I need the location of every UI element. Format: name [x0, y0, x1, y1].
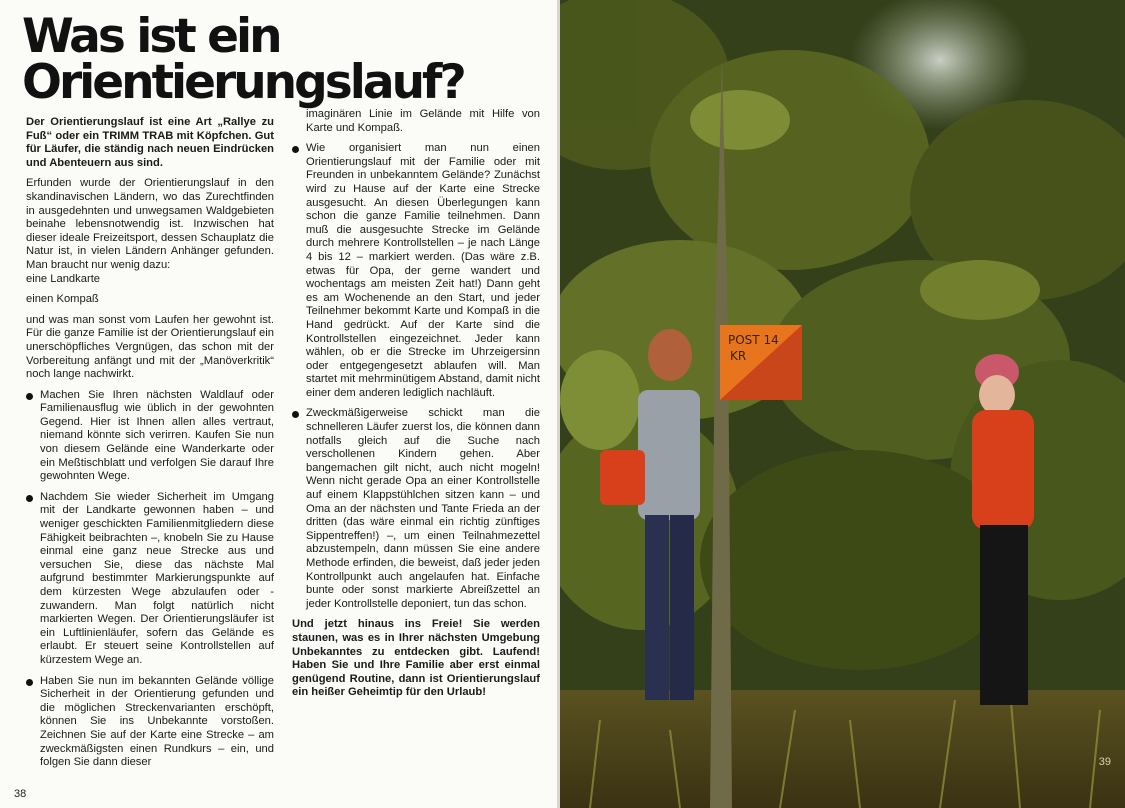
bullet-text: Machen Sie Ihren nächsten Waldlauf oder Familienausflug wie üblich in der gewohnten Gegend. Hier ist Ihnen allen alles vertraut, niemand könnte sich verirren. Kaufen Sie nun von diesem Gelände eine Wanderkarte oder ein Meßtischblatt und verfolgen Sie darauf Ihre gewohnten Wege. — [40, 388, 274, 483]
equipment-item-map: eine Landkarte — [26, 272, 101, 285]
closing-paragraph: Und jetzt hinaus ins Freie! Sie werden staunen, was es in Ihrer nächsten Umgebung Unbekanntes zu entdecken gibt. Laufend! Haben Sie und Ihre Familie aber erst einmal genügend Routine, dann ist Orientierungslauf ein heißer Geheimtip für den Urlaub! — [292, 618, 540, 699]
bullet-item — [26, 675, 274, 770]
lead-paragraph: Der Orientierungslauf ist eine Art „Rallye zu Fuß“ oder ein TRIMM TRAB mit Köpfchen. Gut für Läufer, die ständig nach neuen Eindrücken und Abenteuern aus sind. — [26, 116, 274, 169]
bullet-text: Zweckmäßigerweise schickt man die schnelleren Läufer zuerst los, die können dann notfalls gleich auf die Suche nach verschollenen Kindern gehen. Aber bangemachen gilt nicht, auch nicht mogeln! Wenn nicht gerade Opa an einer Kontrollstelle auf einem Klappstühlchen sitzen kann – und Oma an der nächsten und Tante Frieda an der dritten (das wäre einmal ein richtig zünftiges Sippentreffen!) –, um einen Teilnahmezettel abzustempeln, dann müssen Sie eine andere Methode erfinden, die beweist, daß jeder jeden Kontrollpunkt auch angelaufen hat. Einfache bunte oder sonst markierte Abreißzettel an jeder Kontrollstelle deponiert, tun das schon. — [306, 407, 540, 610]
dark-trousers — [980, 525, 1028, 705]
face — [979, 375, 1015, 415]
equipment-item-compass: einen Kompaß — [26, 293, 99, 306]
bullet-item — [26, 491, 274, 668]
title-line-1: Was ist ein — [22, 9, 280, 64]
page-title — [22, 9, 542, 110]
control-flag — [720, 325, 802, 400]
paragraph-intro: Erfunden wurde der Orientierungslauf in den skandinavischen Ländern, wo das Zurechtfinden in ausgedehnten und unwegsamen Waldgebieten beinahe lebensnotwendig ist. Inzwischen hat dieser ideale Freizeitsport, dessen Schauplatz die Natur ist, in vielen Ländern Anhänger gefunden. Man braucht nur wenig dazu: — [26, 177, 274, 271]
orienteering-photo — [560, 0, 1125, 808]
bullet-item — [292, 407, 540, 611]
paragraph-family: und was man sonst vom Laufen her gewohnt ist. Für die ganze Familie ist der Orientierungslauf ein unerschöpfliches Vergnügen, das schon mit der Vorbereitung anfängt und mit der „Manöverkritik“ noch lange nachwirkt. — [26, 313, 274, 381]
bullet-dot — [26, 679, 33, 686]
text-column-2 — [292, 108, 540, 707]
bullet-text: Nachdem Sie wieder Sicherheit im Umgang mit der Landkarte gewonnen haben – und weniger geschickten Familienmitgliedern diese Fähigkeit beibrachten –, knobeln Sie zu Hause einmal eine ganz neue Strecke aus und versuchen Sie, diese das nächste Mal aufgrund bestimmter Markierungspunkte auf dem kürzesten Wege abzulaufen oder -zuwandern. Man folgt natürlich nicht markierten Wegen. Der Orientierungsläufer ist ein Luftlinienläufer, sofern das Gelände es erlaubt. Er steuert seine Kontrollstellen auf kürzestem Wege an. — [40, 490, 274, 666]
page-number-right: 39 — [1098, 756, 1111, 768]
bullet-dot — [292, 411, 299, 418]
leaf-clusters — [560, 0, 1125, 670]
bullet-item — [26, 389, 274, 484]
continued-text: imaginären Linie im Gelände mit Hilfe von Karte und Kompaß. — [306, 108, 540, 134]
bullet-dot — [292, 146, 299, 153]
flag-text-line-1: POST 14 — [728, 333, 779, 347]
title-line-2: Orientierungslauf? — [22, 55, 464, 110]
red-jacket — [972, 410, 1034, 530]
bullet-dot — [26, 393, 33, 400]
left-page — [0, 0, 560, 808]
right-page — [560, 0, 1125, 808]
bullet-text: Haben Sie nun im bekannten Gelände völlige Sicherheit in der Orientierung gefunden und die möglichen Streckenvarianten erschöpft, können Sie ins Unbekannte vorstoßen. Zeichnen Sie auf der Karte eine Strecke – am zweckmäßigsten einen Rundkurs – ein, und folgen Sie dann dieser — [40, 674, 274, 769]
child-hair — [648, 329, 692, 381]
child-shirt — [638, 390, 700, 520]
ground — [560, 690, 1125, 808]
red-bag — [600, 450, 645, 505]
flag-text-line-2: KR — [730, 349, 747, 363]
bullet-text: Wie organisiert man nun einen Orientierungslauf mit der Familie oder mit Freunden in unbekanntem Gelände? Zunächst wird zu Hause auf der Karte eine Strecke ausgesucht. An diesen Überlegungen kann schon die ganze Familie teilnehmen. Dann muß die ausgesuchte Strecke im Gelände durch mehrere Kontrollstellen – je nach Länge 4 bis 12 – markiert werden. (Das wäre z.B. etwas für Opa, der gerne wandert und wochentags am meisten Zeit hat!) Dann geht es am Wochenende an den Start, und jeder Teilnehmer bekommt Karte und Kompaß in die Hand gedrückt. Auf der Karte sind die Kontrollstellen eingezeichnet. Jeder kann wählen, ob er die Strecke im Uhrzeigersinn oder entgegengesetzt ablaufen will. Man startet mit mehrminütigem Abstand, damit nicht einer dem anderen lediglich nachläuft. — [306, 142, 540, 399]
bullet-item — [292, 142, 540, 400]
child-leg — [645, 515, 669, 700]
child-leg — [670, 515, 694, 700]
bullet-dot — [26, 495, 33, 502]
page-number-left: 38 — [14, 788, 27, 800]
text-column-1 — [26, 116, 274, 777]
